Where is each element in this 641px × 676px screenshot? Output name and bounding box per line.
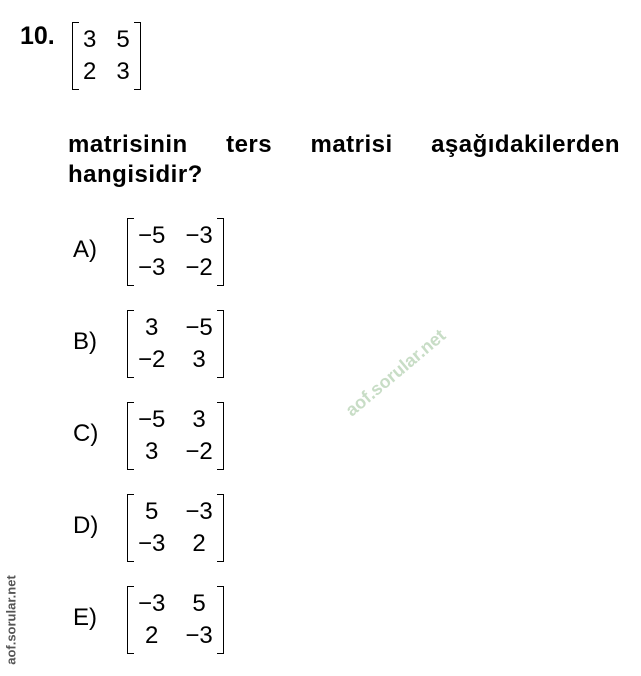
matrix-cell: −2 <box>138 346 166 373</box>
matrix-cell: 5 <box>145 498 159 525</box>
matrix-cell: 2 <box>192 530 206 557</box>
matrix-cell: 2 <box>145 622 159 649</box>
matrix-cell: −5 <box>185 314 213 341</box>
stem-word: matrisi <box>310 131 393 158</box>
option-a-label[interactable]: A) <box>73 236 97 263</box>
matrix-cell: −2 <box>185 254 213 281</box>
matrix-cell: −3 <box>185 622 213 649</box>
option-b-label[interactable]: B) <box>73 328 97 355</box>
matrix-cell: −3 <box>138 530 166 557</box>
matrix-cell: 3 <box>192 406 206 433</box>
matrix-cell: −3 <box>138 254 166 281</box>
matrix-cell: 3 <box>116 58 130 85</box>
matrix-cell: 3 <box>83 26 97 53</box>
watermark-side <box>2 570 20 670</box>
option-c-matrix[interactable] <box>127 402 224 470</box>
question-stem-line1 <box>68 130 620 160</box>
option-a-matrix[interactable] <box>127 218 224 286</box>
option-d-label[interactable]: D) <box>73 512 99 539</box>
option-b-matrix[interactable] <box>127 310 224 378</box>
matrix-cell: −3 <box>185 222 213 249</box>
matrix-cell: 2 <box>83 58 97 85</box>
watermark-center: aof.sorular.net <box>341 325 450 421</box>
option-d-matrix[interactable] <box>127 494 224 562</box>
question-stem <box>68 130 620 190</box>
question-stem-line2: hangisidir? <box>68 161 203 188</box>
stem-word: aşağıdakilerden <box>431 131 620 158</box>
matrix-cell: 5 <box>116 26 130 53</box>
matrix-cell: −2 <box>185 438 213 465</box>
watermark-side-text: aof.sorular.net <box>3 575 19 665</box>
matrix-cell: −3 <box>185 498 213 525</box>
matrix-cell: −5 <box>138 406 166 433</box>
stem-word: matrisinin <box>68 131 188 158</box>
option-c-label[interactable]: C) <box>73 420 99 447</box>
matrix-cell: 5 <box>192 590 206 617</box>
question-number: 10. <box>20 22 55 50</box>
matrix-cell: −3 <box>138 590 166 617</box>
option-e-label[interactable]: E) <box>73 604 97 631</box>
option-e-matrix[interactable] <box>127 586 224 654</box>
matrix-cell: −5 <box>138 222 166 249</box>
stem-word: ters <box>226 131 273 158</box>
matrix-cell: 3 <box>145 314 159 341</box>
matrix-cell: 3 <box>145 438 159 465</box>
question-matrix <box>72 22 141 90</box>
matrix-cell: 3 <box>192 346 206 373</box>
